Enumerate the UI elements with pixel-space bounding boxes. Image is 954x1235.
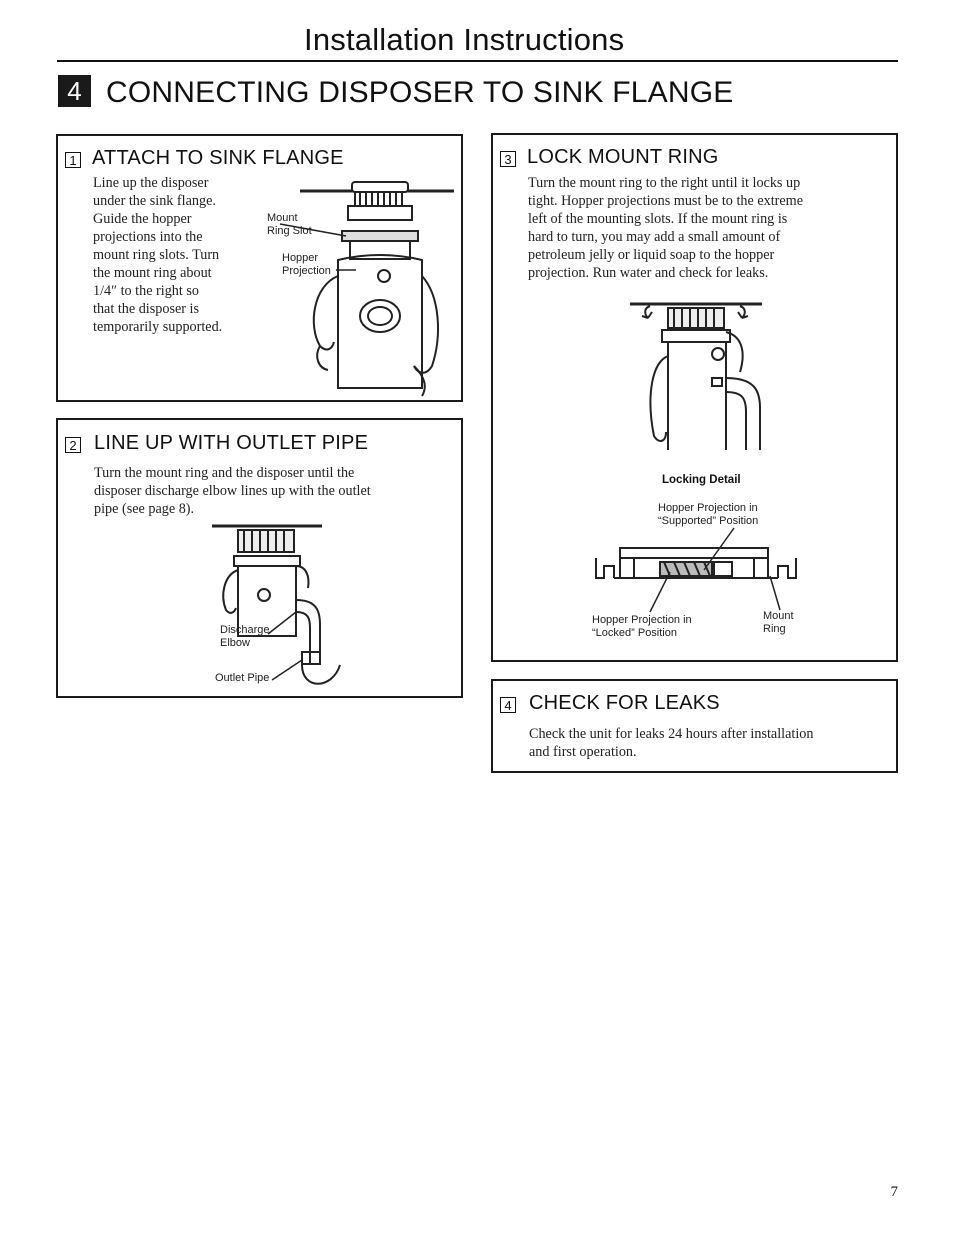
section-title: CONNECTING DISPOSER TO SINK FLANGE [106, 76, 734, 109]
lock-mount-ring-illustration [630, 296, 770, 456]
step-3-body-line: tight. Hopper projections must be to the extreme [528, 193, 804, 209]
step-1-body-line: temporarily supported. [93, 319, 223, 335]
step-4-number: 4 [500, 697, 516, 713]
page-title: Installation Instructions [304, 22, 625, 57]
callout-discharge-elbow: Discharge Elbow [220, 624, 270, 649]
step-2-body-line: pipe (see page 8). [94, 501, 195, 517]
step-1-body-line: mount ring slots. Turn [93, 247, 220, 263]
step-1-body-line: Line up the disposer [93, 175, 209, 191]
step-1-number: 1 [65, 152, 81, 168]
section-number-badge: 4 [58, 75, 91, 107]
callout-outlet-pipe: Outlet Pipe [215, 672, 270, 684]
step-1-body-line: the mount ring about [93, 265, 212, 281]
outlet-pipe-illustration [212, 520, 357, 690]
step-2-title: LINE UP WITH OUTLET PIPE [94, 432, 369, 454]
step-1-body-line: 1/4″ to the right so [93, 283, 200, 299]
step-3-title: LOCK MOUNT RING [527, 146, 719, 168]
step-3-body-line: projection. Run water and check for leaks. [528, 265, 769, 281]
step-4-body-line: Check the unit for leaks 24 hours after installation [529, 726, 814, 742]
callout-locked-position: Hopper Projection in “Locked” Position [592, 614, 692, 639]
step-3-body-line: left of the mounting slots. If the mount ring is [528, 211, 788, 227]
step-4-body-line: and first operation. [529, 744, 637, 760]
step-3-body-line: petroleum jelly or liquid soap to the hopper [528, 247, 775, 263]
title-rule [57, 60, 898, 62]
step-2-body-line: disposer discharge elbow lines up with the outlet [94, 483, 371, 499]
step-2-body [94, 464, 454, 518]
step-1-body-line: Guide the hopper [93, 211, 192, 227]
step-1-title: ATTACH TO SINK FLANGE [92, 147, 344, 169]
callout-mount-ring: Mount Ring [763, 610, 794, 635]
callout-mount-ring-slot: Mount Ring Slot [267, 212, 312, 237]
disposer-flange-illustration [300, 176, 460, 398]
step-1-body-line: projections into the [93, 229, 203, 245]
step-3-body-line: Turn the mount ring to the right until it locks up [528, 175, 801, 191]
page-number: 7 [890, 1184, 898, 1200]
step-2-number: 2 [65, 437, 81, 453]
step-3-body-line: hard to turn, you may add a small amount of [528, 229, 781, 245]
callout-supported-position: Hopper Projection in “Supported” Position [658, 502, 759, 527]
locking-detail-title: Locking Detail [662, 474, 741, 486]
step-3-body [528, 174, 888, 282]
callout-hopper-projection: Hopper Projection [282, 252, 331, 277]
step-4-body [529, 725, 889, 761]
locking-detail-diagram [594, 528, 798, 614]
step-4-title: CHECK FOR LEAKS [529, 692, 720, 714]
step-1-body-line: that the disposer is [93, 301, 199, 317]
step-1-body [93, 174, 263, 336]
step-2-body-line: Turn the mount ring and the disposer until the [94, 465, 355, 481]
step-1-body-line: under the sink flange. [93, 193, 216, 209]
step-3-number: 3 [500, 151, 516, 167]
